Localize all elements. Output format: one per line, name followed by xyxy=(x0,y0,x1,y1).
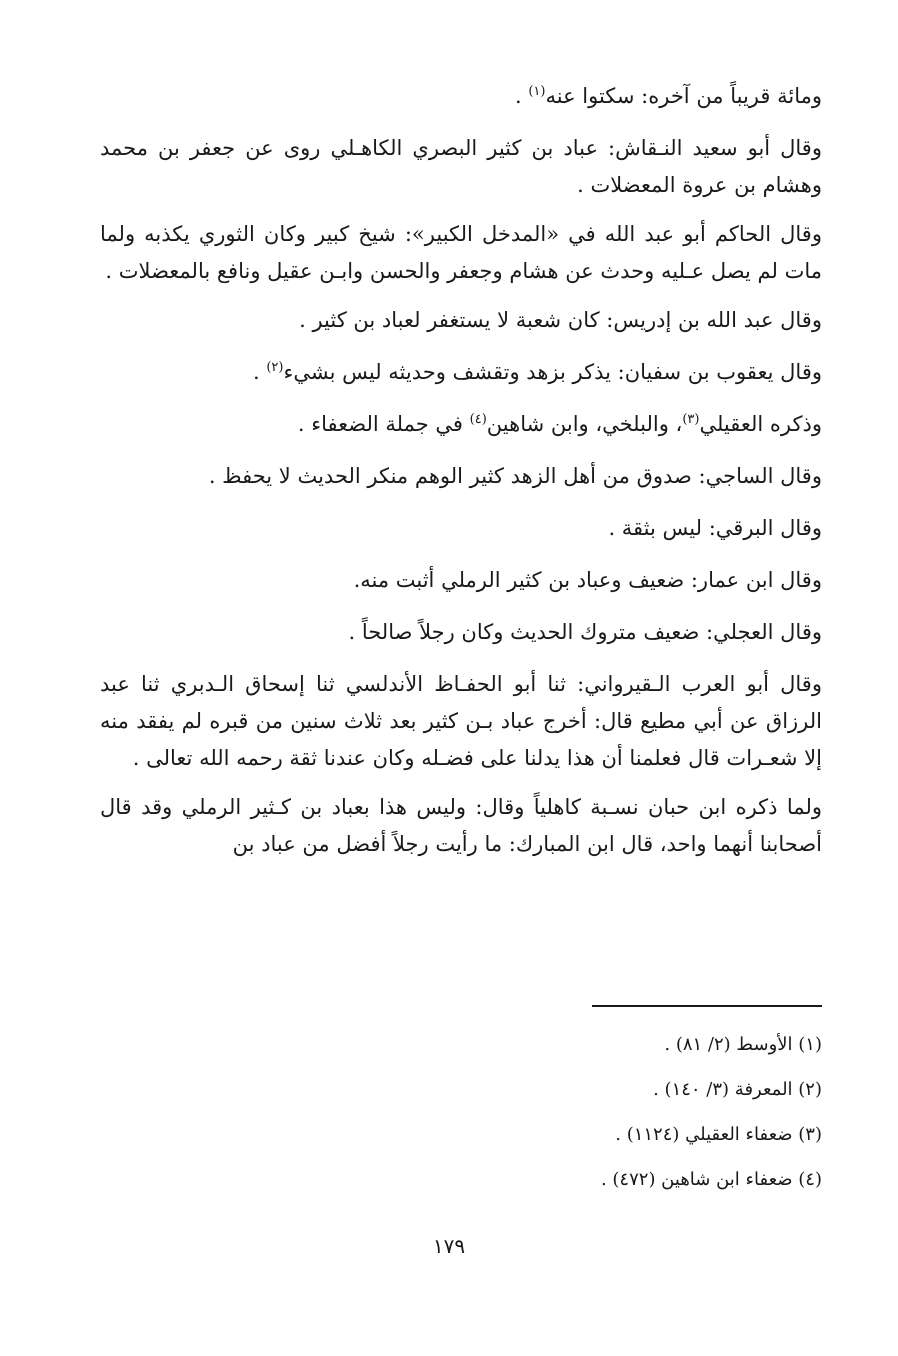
paragraph-4: وقال عبد الله بن إدريس: كان شعبة لا يستغفر لعباد بن كثير . xyxy=(299,308,822,332)
paragraph-5: وقال يعقوب بن سفيان: يذكر بزهد وتقشف وحديثه ليس بشيء$^{(٢)}$ . xyxy=(252,360,822,384)
paragraph-8: وقال البرقي: ليس بثقة . xyxy=(608,516,822,540)
page-number: ١٧٩ xyxy=(432,1234,466,1258)
paragraph-3: وقال الحاكم أبو عبد الله في «المدخل الكبير»: شيخ كبير وكان الثوري يكذبه ولما مات لم يصل عـليه وحدث عن هشام وجعفر والحسن وابـن عقيل ونافع بالمعضلات . xyxy=(100,222,822,283)
footnote-2: (٢) المعرفة (٣/ ١٤٠) . xyxy=(653,1079,822,1100)
paragraph-1: ومائة قريباً من آخره: سكتوا عنه$^{(١)}$ . xyxy=(514,84,822,108)
footnote-ref-1: (١) xyxy=(528,84,546,99)
paragraph-11: وقال أبو العرب الـقيرواني: ثنا أبو الحفـاظ الأندلسي ثنا إسحاق الـدبري ثنا عبد الرزاق عن أبي مطيع قال: أخرج عباد بـن كثير بعد ثلاث سنين من قبره لم يفقد منه إلا شعـرات قال فعلمنا أن هذا يدلنا على فضـله وكان عندنا ثقة رحمه الله تعالى . xyxy=(100,672,822,770)
footnote-3: (٣) ضعفاء العقيلي (١١٢٤) . xyxy=(615,1124,822,1145)
main-text xyxy=(100,78,822,875)
footnote-1: (١) الأوسط (٢/ ٨١) . xyxy=(664,1034,822,1055)
footnote-ref-4: (٤) xyxy=(469,412,487,427)
footnotes xyxy=(100,1022,822,1202)
paragraph-6: وذكره العقيلي$^{(٣)}$، والبلخي، وابن شاهين$^{(٤)}$ في جملة الضعفاء . xyxy=(297,412,822,436)
paragraph-2: وقال أبو سعيد النـقاش: عباد بن كثير البصري الكاهـلي روى عن جعفر بن محمد وهشام بن عروة المعضلات . xyxy=(100,136,822,197)
footnote-4: (٤) ضعفاء ابن شاهين (٤٧٢) . xyxy=(600,1169,822,1190)
paragraph-9: وقال ابن عمار: ضعيف وعباد بن كثير الرملي أثبت منه. xyxy=(353,568,822,592)
footnote-ref-3: (٣) xyxy=(682,412,700,427)
paragraph-12: ولما ذكره ابن حبان نسـبة كاهلياً وقال: وليس هذا بعباد بن كـثير الرملي وقد قال أصحابنا أنهما واحد، قال ابن المبارك: ما رأيت رجلاً أفضل من عباد بن xyxy=(100,795,822,856)
paragraph-7: وقال الساجي: صدوق من أهل الزهد كثير الوهم منكر الحديث لا يحفظ . xyxy=(208,464,822,488)
footnote-ref-2: (٢) xyxy=(266,360,284,375)
footnote-separator xyxy=(592,1005,822,1007)
paragraph-10: وقال العجلي: ضعيف متروك الحديث وكان رجلاً صالحاً . xyxy=(348,620,822,644)
